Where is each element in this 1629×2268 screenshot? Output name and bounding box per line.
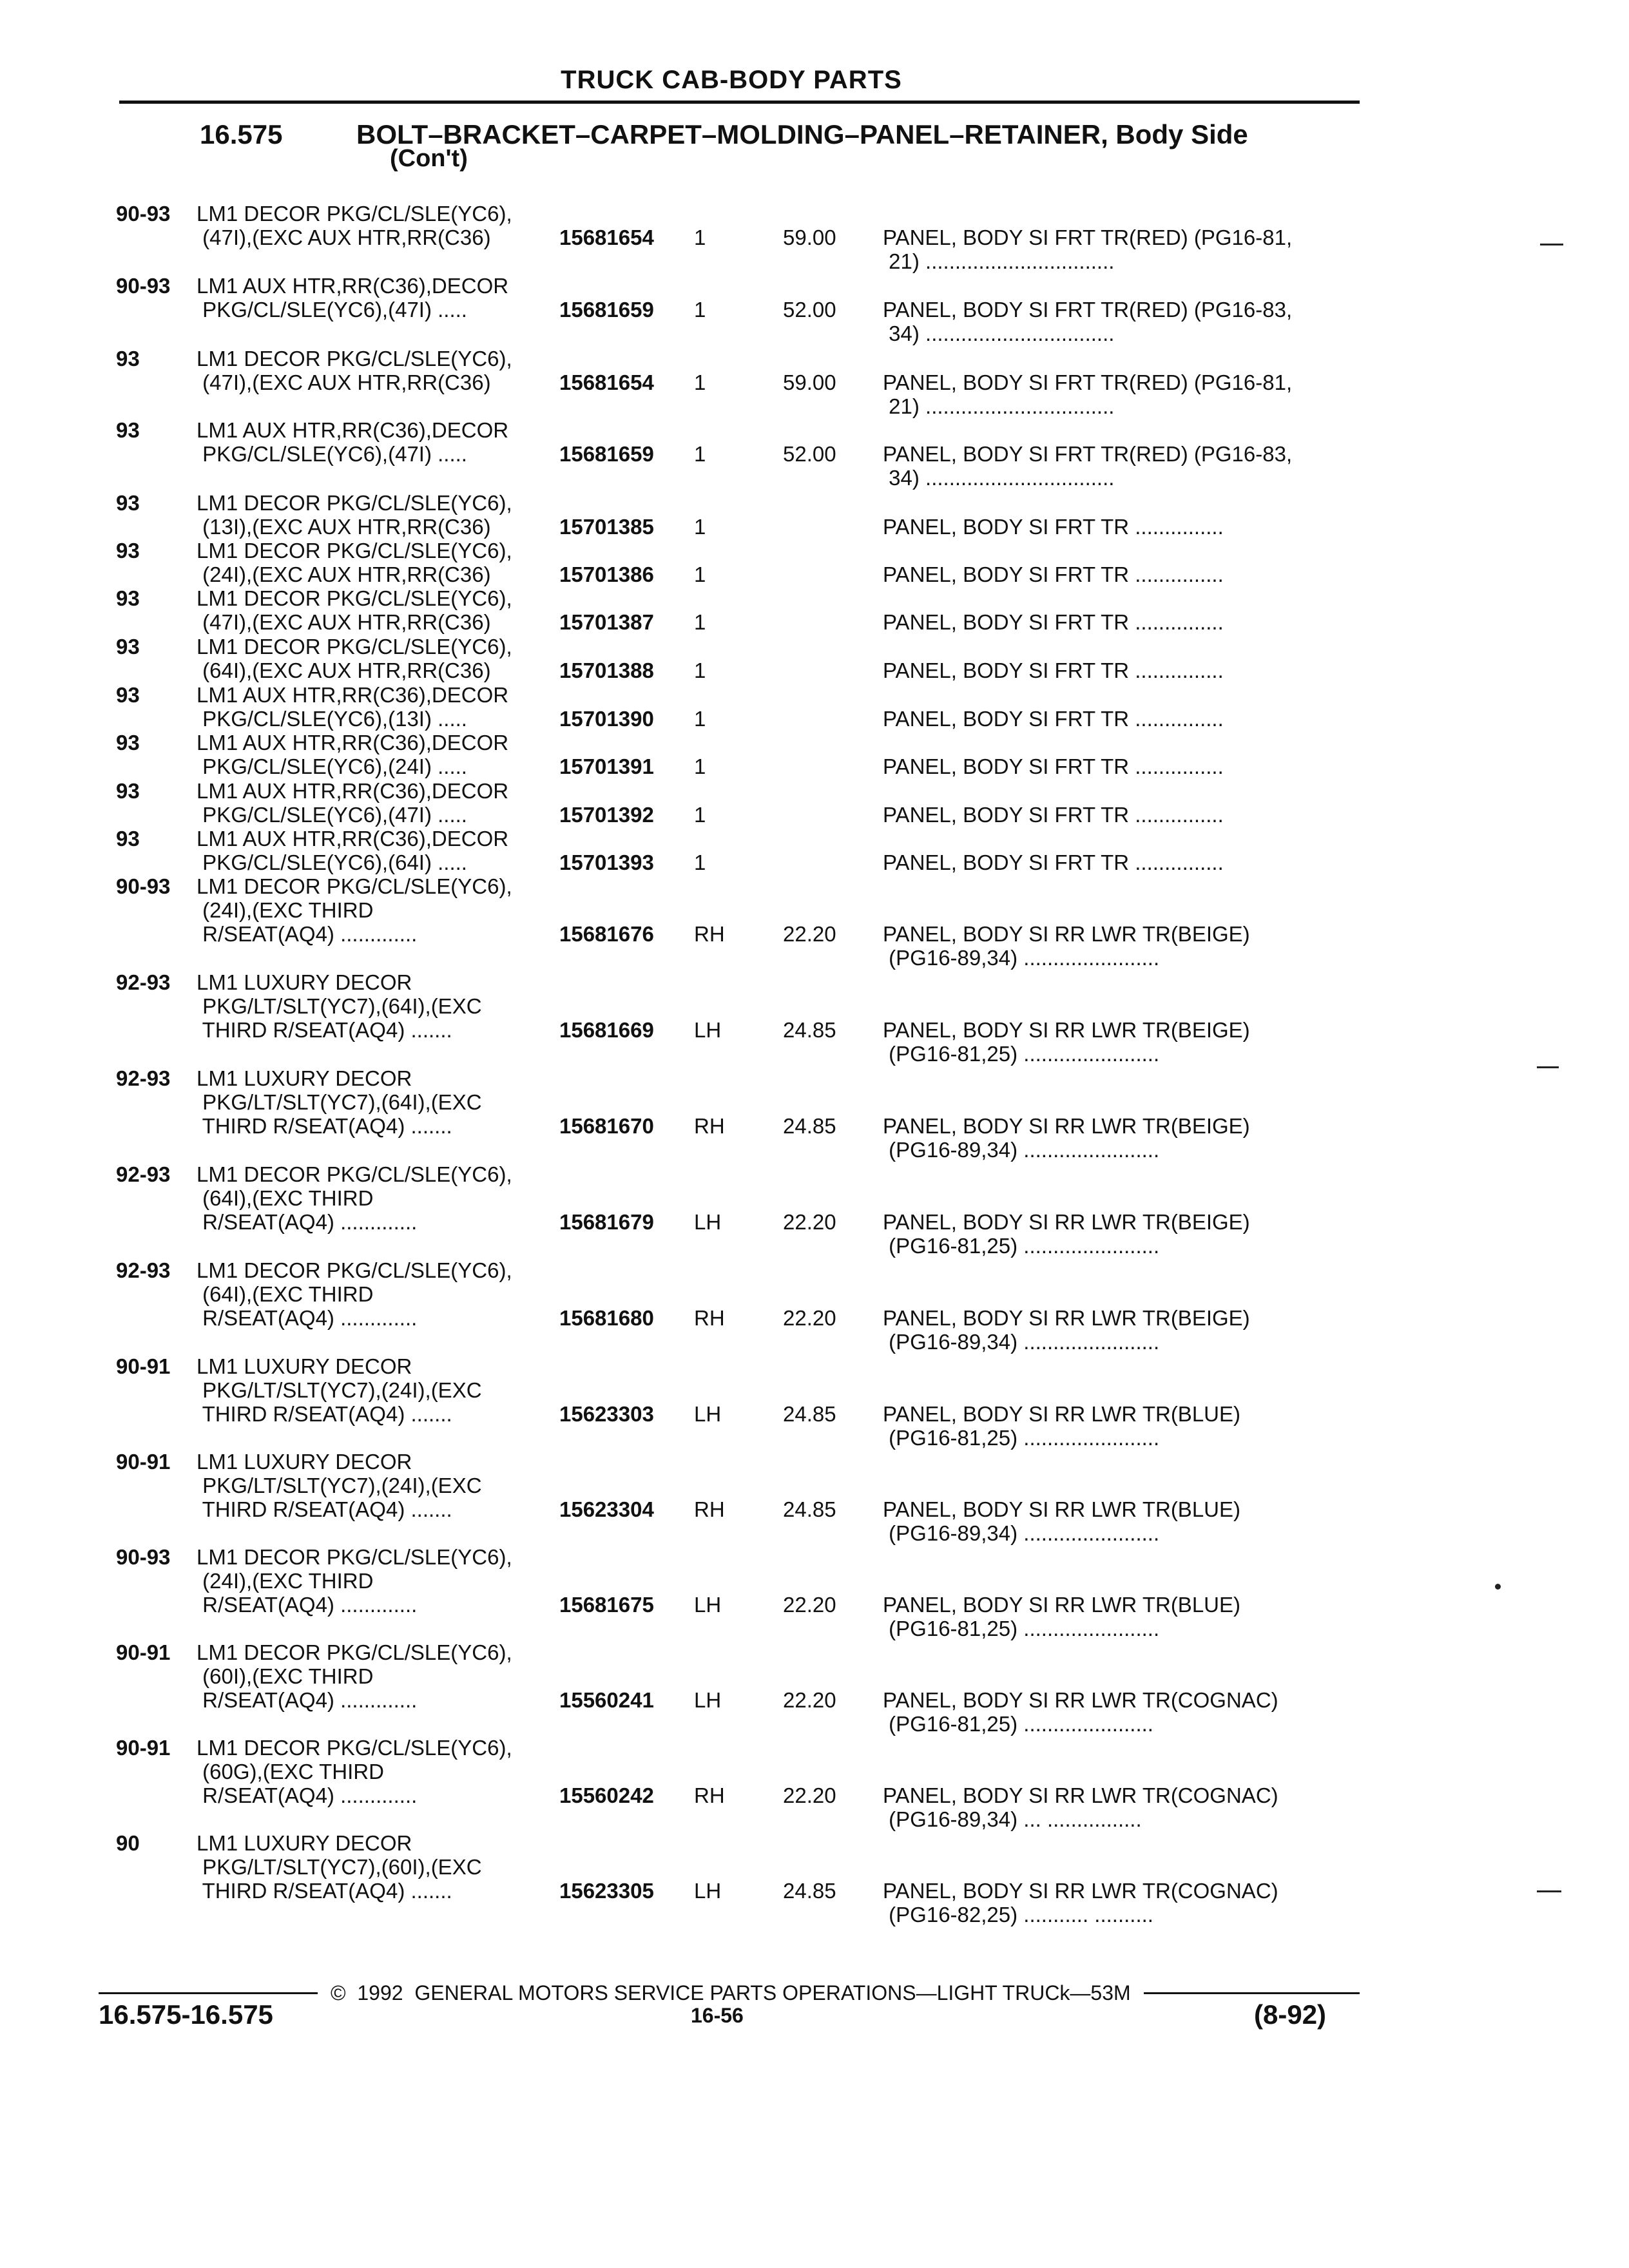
- part-name-line: 34) ................................: [883, 466, 1115, 490]
- usage-description-line: LM1 DECOR PKG/CL/SLE(YC6),: [197, 347, 512, 370]
- model-year: 90-93: [116, 202, 171, 226]
- part-name-line: (PG16-81,25) .......................: [883, 1042, 1160, 1066]
- part-number: 15681675: [559, 1593, 654, 1617]
- part-name-line: PANEL, BODY SI FRT TR ...............: [883, 803, 1224, 827]
- section-number: 16.575: [200, 119, 283, 149]
- usage-description-line: PKG/CL/SLE(YC6),(64I) .....: [197, 850, 467, 874]
- model-year: 93: [116, 347, 140, 370]
- price: 24.85: [783, 1497, 836, 1521]
- model-year: 93: [116, 586, 140, 610]
- usage-description-line: LM1 DECOR PKG/CL/SLE(YC6),: [197, 1545, 512, 1569]
- price: 22.20: [783, 922, 836, 946]
- usage-description-line: LM1 DECOR PKG/CL/SLE(YC6),: [197, 1162, 512, 1186]
- quantity-side: 1: [694, 850, 706, 874]
- quantity-side: RH: [694, 1306, 725, 1330]
- usage-description-line: LM1 LUXURY DECOR: [197, 1450, 412, 1474]
- part-entry: [0, 1066, 1629, 1162]
- part-entry: [0, 779, 1629, 827]
- usage-description-line: (47I),(EXC AUX HTR,RR(C36): [197, 370, 491, 394]
- model-year: 92-93: [116, 1258, 171, 1282]
- model-year: 93: [116, 635, 140, 658]
- usage-description-line: PKG/CL/SLE(YC6),(13I) .....: [197, 707, 467, 731]
- margin-mark: [1537, 1890, 1561, 1892]
- part-entry: [0, 418, 1629, 490]
- usage-description-line: PKG/LT/SLT(YC7),(64I),(EXC: [197, 1090, 482, 1114]
- model-year: 93: [116, 827, 140, 850]
- part-number: 15681659: [559, 442, 654, 466]
- model-year: 93: [116, 539, 140, 562]
- quantity-side: 1: [694, 658, 706, 682]
- usage-description-line: (60I),(EXC THIRD: [197, 1664, 374, 1688]
- part-number: 15681680: [559, 1306, 654, 1330]
- page-header-title: TRUCK CAB-BODY PARTS: [561, 66, 902, 94]
- usage-description-line: PKG/LT/SLT(YC7),(24I),(EXC: [197, 1474, 482, 1497]
- price: 22.20: [783, 1210, 836, 1234]
- model-year: 93: [116, 779, 140, 803]
- price: 22.20: [783, 1306, 836, 1330]
- part-number: 15681679: [559, 1210, 654, 1234]
- part-name-line: PANEL, BODY SI FRT TR ...............: [883, 754, 1224, 778]
- part-number: 15681654: [559, 226, 654, 249]
- part-number: 15560242: [559, 1783, 654, 1807]
- quantity-side: RH: [694, 1114, 725, 1138]
- usage-description-line: (64I),(EXC THIRD: [197, 1282, 374, 1306]
- part-name-line: PANEL, BODY SI RR LWR TR(BLUE): [883, 1497, 1241, 1521]
- quantity-side: 1: [694, 610, 706, 634]
- model-year: 92-93: [116, 1162, 171, 1186]
- part-entry: [0, 1831, 1629, 1927]
- usage-description-line: LM1 LUXURY DECOR: [197, 970, 412, 994]
- price: 52.00: [783, 298, 836, 322]
- part-name-line: PANEL, BODY SI RR LWR TR(BEIGE): [883, 1018, 1250, 1042]
- part-name-line: PANEL, BODY SI RR LWR TR(BLUE): [883, 1593, 1241, 1617]
- part-entry: [0, 827, 1629, 874]
- quantity-side: 1: [694, 754, 706, 778]
- part-number: 15681654: [559, 370, 654, 394]
- usage-description-line: PKG/CL/SLE(YC6),(47I) .....: [197, 298, 467, 322]
- quantity-side: 1: [694, 707, 706, 731]
- usage-description-line: R/SEAT(AQ4) .............: [197, 922, 418, 946]
- quantity-side: 1: [694, 370, 706, 394]
- price: 24.85: [783, 1879, 836, 1903]
- footer-copyright: © 1992 GENERAL MOTORS SERVICE PARTS OPERATIONS—LIGHT TRUCk—53M: [331, 1981, 1131, 2004]
- price: 24.85: [783, 1018, 836, 1042]
- usage-description-line: PKG/CL/SLE(YC6),(47I) .....: [197, 803, 467, 827]
- usage-description-line: LM1 DECOR PKG/CL/SLE(YC6),: [197, 491, 512, 515]
- usage-description-line: LM1 AUX HTR,RR(C36),DECOR: [197, 683, 509, 707]
- part-name-line: (PG16-81,25) .......................: [883, 1617, 1160, 1640]
- quantity-side: 1: [694, 442, 706, 466]
- footer-revision-date: (8-92): [1254, 1999, 1327, 2030]
- usage-description-line: LM1 AUX HTR,RR(C36),DECOR: [197, 418, 509, 442]
- usage-description-line: PKG/LT/SLT(YC7),(60I),(EXC: [197, 1855, 482, 1879]
- price: 22.20: [783, 1688, 836, 1712]
- part-name-line: PANEL, BODY SI RR LWR TR(BEIGE): [883, 1210, 1250, 1234]
- model-year: 93: [116, 491, 140, 515]
- model-year: 90-91: [116, 1450, 171, 1474]
- part-number: 15681669: [559, 1018, 654, 1042]
- part-number: 15681676: [559, 922, 654, 946]
- usage-description-line: (47I),(EXC AUX HTR,RR(C36): [197, 610, 491, 634]
- usage-description-line: LM1 LUXURY DECOR: [197, 1354, 412, 1378]
- part-entry: [0, 202, 1629, 273]
- usage-description-line: PKG/LT/SLT(YC7),(24I),(EXC: [197, 1378, 482, 1402]
- quantity-side: 1: [694, 226, 706, 249]
- part-name-line: (PG16-89,34) .......................: [883, 1521, 1160, 1545]
- price: 59.00: [783, 226, 836, 249]
- part-name-line: PANEL, BODY SI FRT TR ...............: [883, 515, 1224, 539]
- model-year: 92-93: [116, 1066, 171, 1090]
- usage-description-line: THIRD R/SEAT(AQ4) .......: [197, 1114, 452, 1138]
- footer-page-number: 16-56: [691, 2004, 744, 2027]
- part-name-line: PANEL, BODY SI FRT TR ...............: [883, 610, 1224, 634]
- usage-description-line: PKG/CL/SLE(YC6),(24I) .....: [197, 754, 467, 778]
- part-name-line: (PG16-89,34) .......................: [883, 1330, 1160, 1354]
- usage-description-line: (64I),(EXC THIRD: [197, 1186, 374, 1210]
- quantity-side: 1: [694, 562, 706, 586]
- quantity-side: 1: [694, 515, 706, 539]
- quantity-side: LH: [694, 1688, 722, 1712]
- part-number: 15701388: [559, 658, 654, 682]
- part-name-line: PANEL, BODY SI FRT TR(RED) (PG16-83,: [883, 298, 1293, 322]
- part-entry: [0, 586, 1629, 634]
- usage-description-line: (13I),(EXC AUX HTR,RR(C36): [197, 515, 491, 539]
- part-name-line: PANEL, BODY SI FRT TR ...............: [883, 707, 1224, 731]
- model-year: 93: [116, 731, 140, 754]
- part-name-line: (PG16-81,25) ......................: [883, 1712, 1153, 1736]
- part-entry: [0, 635, 1629, 682]
- usage-description-line: LM1 DECOR PKG/CL/SLE(YC6),: [197, 586, 512, 610]
- part-name-line: (PG16-82,25) ........... ..........: [883, 1903, 1153, 1927]
- usage-description-line: (64I),(EXC AUX HTR,RR(C36): [197, 658, 491, 682]
- part-number: 15560241: [559, 1688, 654, 1712]
- usage-description-line: (24I),(EXC THIRD: [197, 1569, 374, 1593]
- part-number: 15701392: [559, 803, 654, 827]
- model-year: 90: [116, 1831, 140, 1855]
- part-number: 15623304: [559, 1497, 654, 1521]
- usage-description-line: PKG/LT/SLT(YC7),(64I),(EXC: [197, 994, 482, 1018]
- margin-mark: [1537, 1066, 1559, 1068]
- part-entry: [0, 1450, 1629, 1545]
- part-name-line: PANEL, BODY SI RR LWR TR(BEIGE): [883, 1114, 1250, 1138]
- usage-description-line: LM1 LUXURY DECOR: [197, 1831, 412, 1855]
- price: 22.20: [783, 1783, 836, 1807]
- model-year: 93: [116, 418, 140, 442]
- quantity-side: LH: [694, 1593, 722, 1617]
- usage-description-line: LM1 LUXURY DECOR: [197, 1066, 412, 1090]
- usage-description-line: LM1 AUX HTR,RR(C36),DECOR: [197, 731, 509, 754]
- part-entry: [0, 1545, 1629, 1640]
- part-name-line: PANEL, BODY SI RR LWR TR(COGNAC): [883, 1879, 1278, 1903]
- part-name-line: PANEL, BODY SI RR LWR TR(BEIGE): [883, 922, 1250, 946]
- part-name-line: (PG16-81,25) .......................: [883, 1234, 1160, 1258]
- usage-description-line: THIRD R/SEAT(AQ4) .......: [197, 1497, 452, 1521]
- part-entry: [0, 683, 1629, 731]
- price: 24.85: [783, 1402, 836, 1426]
- part-entry: [0, 731, 1629, 778]
- model-year: 90-91: [116, 1354, 171, 1378]
- part-entry: [0, 970, 1629, 1066]
- model-year: 90-93: [116, 1545, 171, 1569]
- usage-description-line: LM1 AUX HTR,RR(C36),DECOR: [197, 779, 509, 803]
- usage-description-line: (60G),(EXC THIRD: [197, 1760, 384, 1783]
- part-entry: [0, 1354, 1629, 1450]
- usage-description-line: (24I),(EXC AUX HTR,RR(C36): [197, 562, 491, 586]
- part-name-line: PANEL, BODY SI RR LWR TR(BLUE): [883, 1402, 1241, 1426]
- part-number: 15701385: [559, 515, 654, 539]
- price: 59.00: [783, 370, 836, 394]
- part-name-line: 34) ................................: [883, 322, 1115, 345]
- usage-description-line: LM1 DECOR PKG/CL/SLE(YC6),: [197, 202, 512, 226]
- model-year: 90-93: [116, 874, 171, 898]
- usage-description-line: LM1 DECOR PKG/CL/SLE(YC6),: [197, 635, 512, 658]
- part-number: 15623305: [559, 1879, 654, 1903]
- usage-description-line: THIRD R/SEAT(AQ4) .......: [197, 1018, 452, 1042]
- quantity-side: LH: [694, 1210, 722, 1234]
- quantity-side: 1: [694, 298, 706, 322]
- model-year: 90-91: [116, 1736, 171, 1760]
- part-name-line: 21) ................................: [883, 394, 1115, 418]
- part-entry: [0, 347, 1629, 418]
- part-number: 15701391: [559, 754, 654, 778]
- quantity-side: 1: [694, 803, 706, 827]
- usage-description-line: LM1 DECOR PKG/CL/SLE(YC6),: [197, 1736, 512, 1760]
- price: 24.85: [783, 1114, 836, 1138]
- part-entry: [0, 1162, 1629, 1258]
- part-name-line: (PG16-81,25) .......................: [883, 1426, 1160, 1450]
- part-name-line: PANEL, BODY SI RR LWR TR(BEIGE): [883, 1306, 1250, 1330]
- price: 52.00: [783, 442, 836, 466]
- usage-description-line: LM1 AUX HTR,RR(C36),DECOR: [197, 827, 509, 850]
- part-entry: [0, 1258, 1629, 1354]
- quantity-side: RH: [694, 1497, 725, 1521]
- usage-description-line: R/SEAT(AQ4) .............: [197, 1783, 418, 1807]
- quantity-side: LH: [694, 1018, 722, 1042]
- part-entry: [0, 1640, 1629, 1736]
- part-entry: [0, 491, 1629, 539]
- part-name-line: PANEL, BODY SI RR LWR TR(COGNAC): [883, 1783, 1278, 1807]
- usage-description-line: R/SEAT(AQ4) .............: [197, 1593, 418, 1617]
- section-subtitle: (Con't): [390, 145, 468, 172]
- quantity-side: RH: [694, 1783, 725, 1807]
- footer-section-range: 16.575-16.575: [99, 1999, 273, 2030]
- usage-description-line: LM1 DECOR PKG/CL/SLE(YC6),: [197, 1640, 512, 1664]
- usage-description-line: R/SEAT(AQ4) .............: [197, 1688, 418, 1712]
- part-entry: [0, 874, 1629, 970]
- quantity-side: RH: [694, 922, 725, 946]
- part-name-line: PANEL, BODY SI FRT TR(RED) (PG16-81,: [883, 370, 1293, 394]
- part-entry: [0, 539, 1629, 586]
- model-year: 90-91: [116, 1640, 171, 1664]
- footer-rule-left: [99, 1992, 318, 1994]
- usage-description-line: THIRD R/SEAT(AQ4) .......: [197, 1402, 452, 1426]
- part-number: 15681670: [559, 1114, 654, 1138]
- usage-description-line: LM1 DECOR PKG/CL/SLE(YC6),: [197, 539, 512, 562]
- part-name-line: PANEL, BODY SI FRT TR(RED) (PG16-83,: [883, 442, 1293, 466]
- part-number: 15701390: [559, 707, 654, 731]
- model-year: 90-93: [116, 274, 171, 298]
- part-entry: [0, 274, 1629, 345]
- part-number: 15623303: [559, 1402, 654, 1426]
- part-name-line: PANEL, BODY SI FRT TR ...............: [883, 562, 1224, 586]
- part-number: 15701386: [559, 562, 654, 586]
- quantity-side: LH: [694, 1879, 722, 1903]
- part-name-line: 21) ................................: [883, 249, 1115, 273]
- part-number: 15701387: [559, 610, 654, 634]
- usage-description-line: THIRD R/SEAT(AQ4) .......: [197, 1879, 452, 1903]
- margin-mark: [1495, 1584, 1501, 1590]
- model-year: 92-93: [116, 970, 171, 994]
- quantity-side: LH: [694, 1402, 722, 1426]
- part-number: 15701393: [559, 850, 654, 874]
- part-name-line: PANEL, BODY SI RR LWR TR(COGNAC): [883, 1688, 1278, 1712]
- usage-description-line: LM1 AUX HTR,RR(C36),DECOR: [197, 274, 509, 298]
- part-entry: [0, 1736, 1629, 1831]
- usage-description-line: (47I),(EXC AUX HTR,RR(C36): [197, 226, 491, 249]
- model-year: 93: [116, 683, 140, 707]
- part-name-line: PANEL, BODY SI FRT TR(RED) (PG16-81,: [883, 226, 1293, 249]
- usage-description-line: PKG/CL/SLE(YC6),(47I) .....: [197, 442, 467, 466]
- usage-description-line: LM1 DECOR PKG/CL/SLE(YC6),: [197, 874, 512, 898]
- part-name-line: (PG16-89,34) .......................: [883, 1138, 1160, 1162]
- margin-mark: [1540, 244, 1563, 245]
- usage-description-line: R/SEAT(AQ4) .............: [197, 1210, 418, 1234]
- part-name-line: (PG16-89,34) .......................: [883, 946, 1160, 970]
- part-name-line: PANEL, BODY SI FRT TR ...............: [883, 850, 1224, 874]
- part-name-line: (PG16-89,34) ... ................: [883, 1807, 1142, 1831]
- part-name-line: PANEL, BODY SI FRT TR ...............: [883, 658, 1224, 682]
- usage-description-line: LM1 DECOR PKG/CL/SLE(YC6),: [197, 1258, 512, 1282]
- usage-description-line: (24I),(EXC THIRD: [197, 898, 374, 922]
- price: 22.20: [783, 1593, 836, 1617]
- footer-rule-right: [1144, 1992, 1360, 1994]
- usage-description-line: R/SEAT(AQ4) .............: [197, 1306, 418, 1330]
- section-title: BOLT–BRACKET–CARPET–MOLDING–PANEL–RETAINER, Body Side: [356, 119, 1248, 149]
- part-number: 15681659: [559, 298, 654, 322]
